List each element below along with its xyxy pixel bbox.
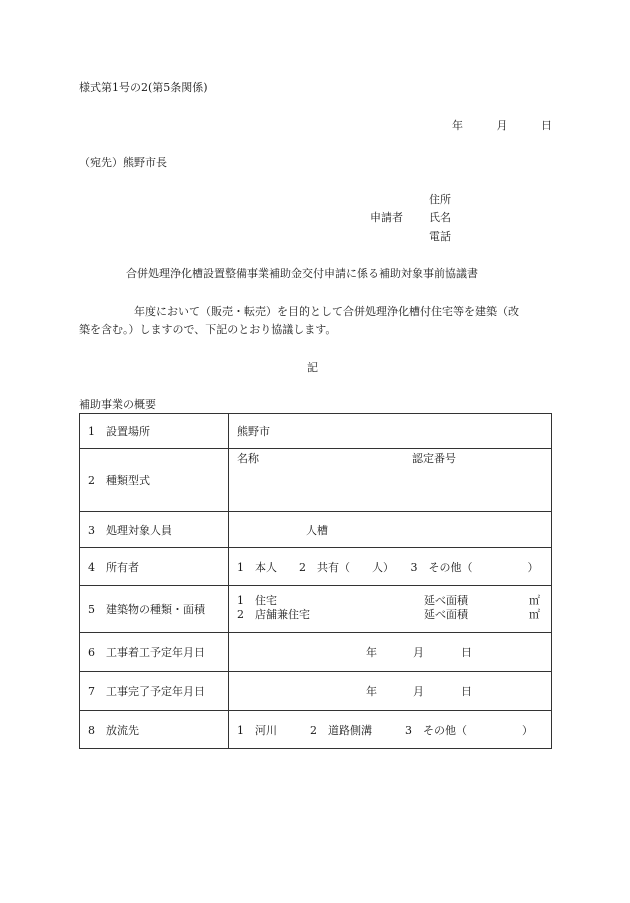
start-year: 年 <box>366 646 377 659</box>
row-label: 1 設置場所 <box>80 414 229 449</box>
date-line <box>452 120 552 131</box>
end-year: 年 <box>366 685 377 698</box>
floor-area-label-2: 延べ面積 <box>424 608 468 621</box>
area-unit-1: ㎡ <box>529 594 540 607</box>
applicant-phone-label: 電話 <box>429 230 451 243</box>
table-row <box>80 711 552 749</box>
table-row <box>80 414 552 449</box>
row-value: 熊野市 <box>229 414 552 449</box>
applicant-address-label: 住所 <box>429 193 451 206</box>
table-row <box>80 512 552 548</box>
row-value: 人槽 <box>229 512 552 548</box>
row-value <box>229 586 552 633</box>
date-month: 月 <box>496 119 508 132</box>
table-row <box>80 548 552 586</box>
applicant-name-label: 氏名 <box>429 211 451 224</box>
row-value <box>229 633 552 672</box>
date-day: 日 <box>541 119 552 132</box>
row-value <box>229 449 552 512</box>
row-label: 5 建築物の種類・面積 <box>80 586 229 633</box>
row-value: 1 本人 2 共有（ 人） 3 その他（ ） <box>229 548 552 586</box>
body-text-line1: 年度において（販売・転売）を目的として合併処理浄化槽付住宅等を建築（改 <box>134 305 519 318</box>
table-row <box>80 586 552 633</box>
ki-heading: 記 <box>307 361 318 374</box>
building-type-2: 2 店舗兼住宅 <box>237 608 310 621</box>
end-day: 日 <box>461 685 472 698</box>
row-value <box>229 672 552 711</box>
row-label: 7 工事完了予定年月日 <box>80 672 229 711</box>
addressee: （宛先）熊野市長 <box>79 156 167 169</box>
body-text-line2: 築を含む。）しますので、下記のとおり協議します。 <box>79 323 337 336</box>
start-day: 日 <box>461 646 472 659</box>
row-label: 4 所有者 <box>80 548 229 586</box>
table-row <box>80 633 552 672</box>
row-label: 2 種類型式 <box>80 449 229 512</box>
applicant-label: 申請者 <box>370 211 403 224</box>
summary-table <box>79 413 552 749</box>
document-title: 合併処理浄化槽設置整備事業補助金交付申請に係る補助対象事前協議書 <box>126 267 478 280</box>
building-type-1: 1 住宅 <box>237 594 277 607</box>
area-unit-2: ㎡ <box>529 608 540 621</box>
section-heading: 補助事業の概要 <box>79 398 156 411</box>
row-value: 1 河川 2 道路側溝 3 その他（ ） <box>229 711 552 749</box>
table-row <box>80 672 552 711</box>
start-month: 月 <box>413 646 424 659</box>
date-year: 年 <box>452 119 463 132</box>
row-label: 3 処理対象人員 <box>80 512 229 548</box>
row-label: 6 工事着工予定年月日 <box>80 633 229 672</box>
end-month: 月 <box>413 685 424 698</box>
cert-number-label: 認定番号 <box>412 452 456 465</box>
form-number: 様式第1号の2(第5条関係) <box>79 81 208 94</box>
type-name-label: 名称 <box>237 452 259 465</box>
floor-area-label-1: 延べ面積 <box>424 594 468 607</box>
table-row <box>80 449 552 512</box>
row-label: 8 放流先 <box>80 711 229 749</box>
